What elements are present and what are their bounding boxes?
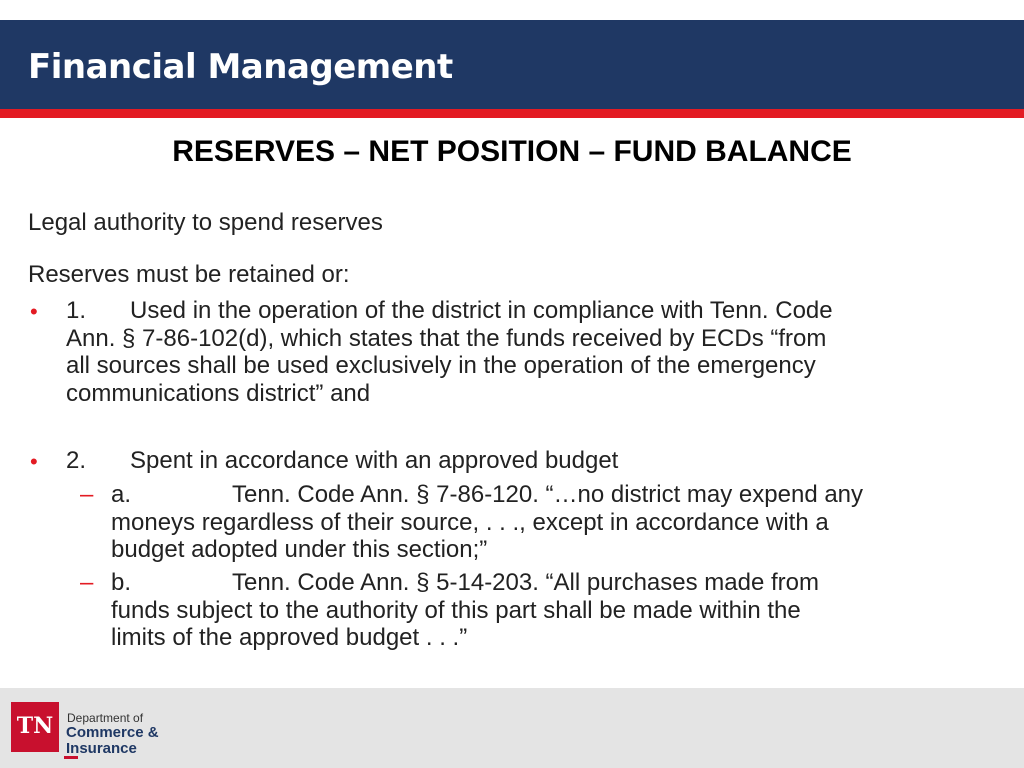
- bullet-1-line: Used in the operation of the district in compliance with Tenn. Code: [130, 297, 833, 324]
- subitem-b-line: funds subject to the authority of this part shall be made within the: [111, 596, 801, 624]
- bullet-1-line: communications district” and: [66, 379, 371, 407]
- tn-logo: [11, 702, 59, 752]
- subitem-dash: –: [80, 569, 94, 596]
- subitem-b-line: Tenn. Code Ann. § 5-14-203. “All purchases made from: [232, 569, 819, 596]
- lead-text: Reserves must be retained or:: [28, 261, 350, 288]
- bullet-2-number: 2.: [66, 447, 87, 474]
- bullet-2-line: Spent in accordance with an approved budget: [130, 447, 619, 474]
- subitem-b-line: limits of the approved budget . . .”: [111, 624, 468, 651]
- intro-text: Legal authority to spend reserves: [28, 209, 383, 236]
- bullet-1-line: all sources shall be used exclusively in the operation of the emergency: [66, 352, 816, 379]
- bullet-marker: •: [30, 449, 38, 474]
- subitem-a-letter: a.: [111, 481, 132, 508]
- bullet-1-line: Ann. § 7-86-102(d), which states that the funds received by ECDs “from: [66, 324, 827, 352]
- header-bar: [0, 20, 1024, 109]
- bullet-marker: •: [30, 299, 38, 324]
- subitem-a-line: budget adopted under this section;”: [111, 536, 488, 563]
- department-name-line-2: Commerce &: [66, 724, 159, 741]
- department-name-line-1: Department of: [67, 711, 144, 725]
- bullet-1-number: 1.: [66, 297, 87, 324]
- subitem-b-letter: b.: [111, 569, 132, 596]
- subitem-a-line: moneys regardless of their source, . . ., except in accordance with a: [111, 508, 829, 536]
- header-accent-rule: [0, 109, 1024, 118]
- tn-logo-mark: TN: [16, 713, 54, 739]
- footer-bar: [0, 688, 1024, 768]
- slide-title: RESERVES – NET POSITION – FUND BALANCE: [172, 135, 852, 168]
- department-name-line-3: Insurance: [66, 740, 137, 757]
- subitem-dash: –: [80, 481, 94, 508]
- subitem-a-line: Tenn. Code Ann. § 7-86-120. “…no district may expend any: [232, 481, 864, 508]
- header-title: Financial Management: [28, 47, 453, 87]
